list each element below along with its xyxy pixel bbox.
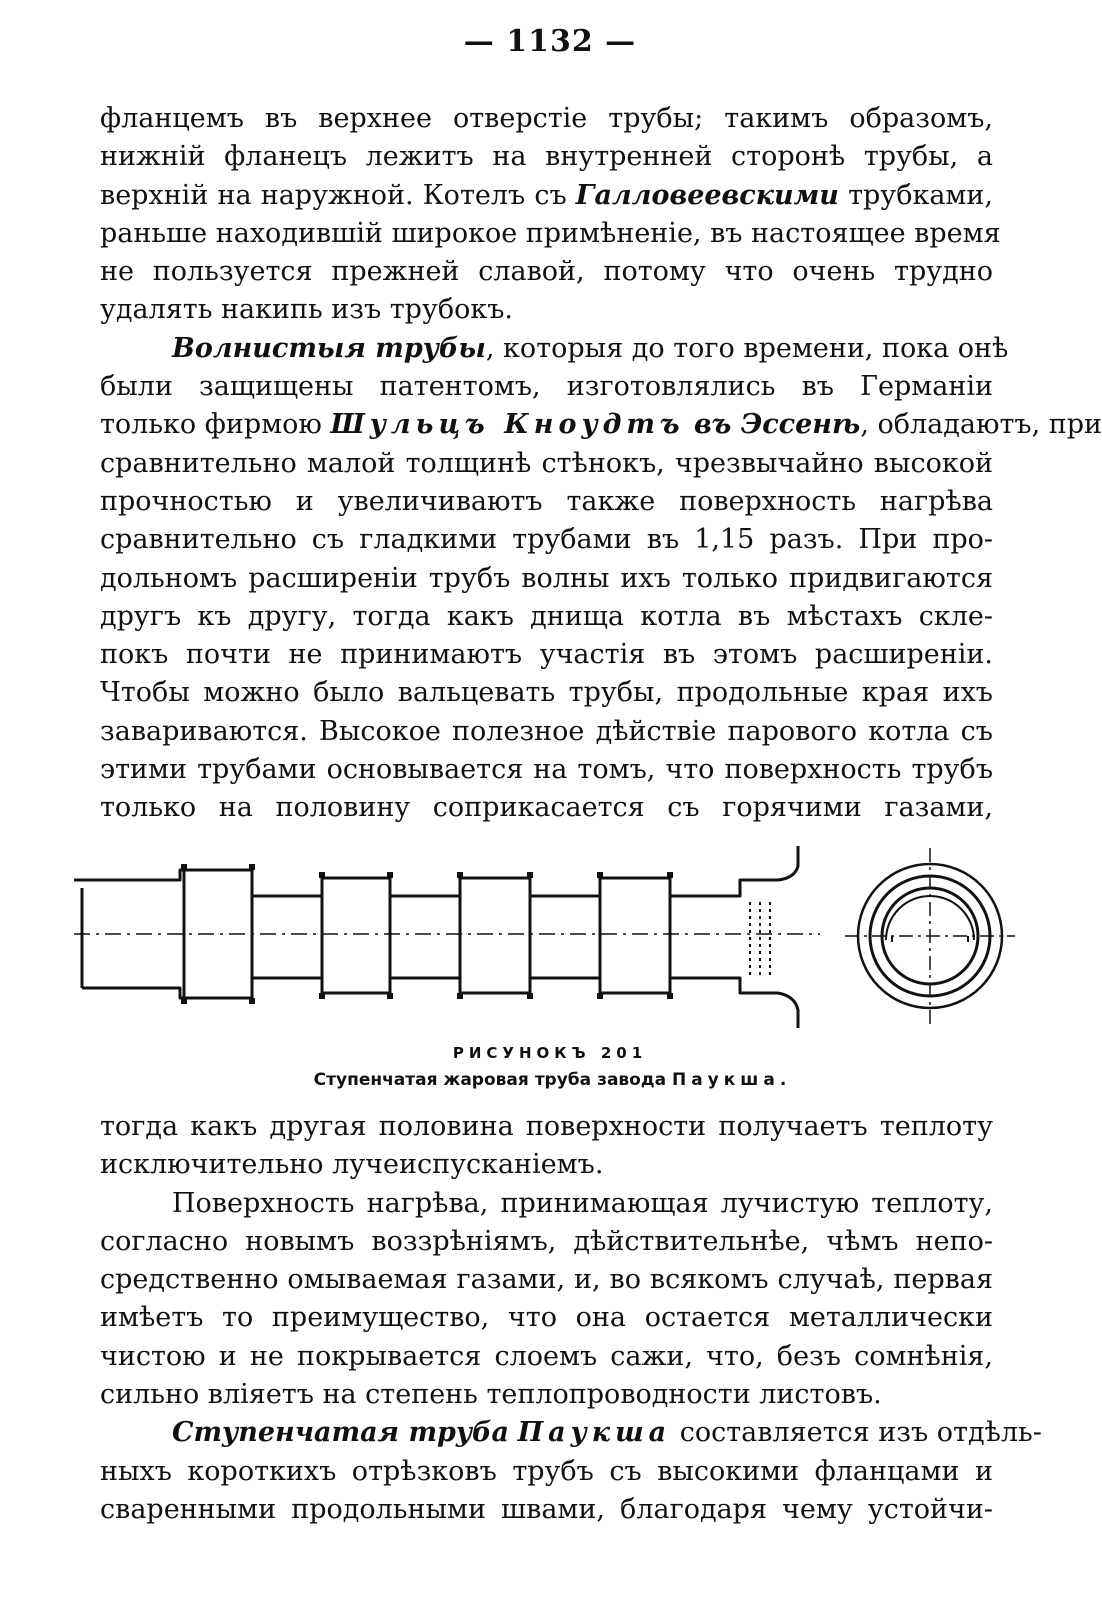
text-line: сравнительно малой толщинѣ стѣнокъ, чрезвычайно высокой xyxy=(100,447,993,479)
firm-name: Шульцъ Кноудтъ xyxy=(330,409,685,441)
text-line: средственно омываемая газами, и, во всякомъ случаѣ, первая xyxy=(100,1264,993,1296)
italic-name-pauksh: Паукша xyxy=(517,1417,672,1449)
text-line: Чтобы можно было вальцевать трубы, продольные края ихъ xyxy=(100,677,993,709)
text-line: фланцемъ въ верхнее отверстіе трубы; такимъ образомъ, xyxy=(100,103,993,134)
text-line: согласно новымъ воззрѣніямъ, дѣйствительнѣе, чѣмъ непо- xyxy=(100,1225,993,1257)
pipe-cross-section xyxy=(845,848,1015,1024)
italic-term-gallowey: Галловеевскими xyxy=(575,179,839,211)
text-block-lower xyxy=(100,1108,1042,1529)
pipe-drawing xyxy=(60,838,1040,1038)
text-line: тогда какъ другая половина поверхности получаетъ теплоту xyxy=(100,1111,993,1142)
text-line: покъ почти не принимаютъ участія въ этомъ расширеніи. xyxy=(100,639,993,671)
pipe-hidden-lines xyxy=(750,902,770,978)
text-span: составляется изъ отдѣль- xyxy=(671,1417,1042,1449)
pipe-side-view xyxy=(74,846,798,1028)
caption-text: Ступенчатая жаровая труба завода xyxy=(313,1070,672,1090)
text-line: другъ къ другу, тогда какъ днища котла въ мѣстахъ скле- xyxy=(100,600,993,632)
caption-end: . xyxy=(779,1070,787,1090)
italic-term-stepped-pipe: Ступенчатая труба xyxy=(172,1417,510,1449)
text-line: чистою и не покрывается слоемъ сажи, что, безъ сомнѣнія, xyxy=(100,1340,993,1372)
text-span: только фирмою xyxy=(100,409,331,441)
text-line: исключительно лучеиспусканіемъ. xyxy=(100,1149,604,1181)
text-line: только на половину соприкасается съ горячими газами, xyxy=(100,792,993,824)
italic-term-corrugated: Волнистыя трубы xyxy=(172,332,486,364)
text-line: имѣетъ то преимущество, что она остается металлически xyxy=(100,1302,993,1334)
figure-label: РИСУНОКЪ 201 xyxy=(452,1044,648,1062)
text-line: нижній фланецъ лежитъ на внутренней сторонѣ трубы, а xyxy=(100,141,993,173)
text-span: трубками, xyxy=(838,179,994,211)
text-line: сравнительно съ гладкими трубами въ 1,15 разъ. При про- xyxy=(100,524,993,556)
text-span: , которыя до того времени, пока онѣ xyxy=(485,332,1009,364)
text-line: раньше находившій широкое примѣненіе, въ настоящее время xyxy=(100,217,1001,249)
text-line xyxy=(100,1414,1042,1452)
text-line: не пользуется прежней славой, потому что очень трудно xyxy=(100,256,993,288)
text-line: сваренными продольными швами, благодаря чему устойчи- xyxy=(100,1493,993,1525)
text-line: сильно вліяетъ на степень теплопроводности листовъ. xyxy=(100,1379,882,1411)
text-line: удалять накипь изъ трубокъ. xyxy=(100,294,513,326)
text-line: завариваются. Высокое полезное дѣйствіе паровогo котла съ xyxy=(100,715,993,747)
text-line xyxy=(100,406,1102,444)
page-number: — 1132 — xyxy=(463,24,637,59)
text-span: верхній на наружной. Котелъ съ xyxy=(100,179,576,211)
text-line: этими трубами основывается на томъ, что поверхность трубъ xyxy=(100,754,993,786)
figure-caption xyxy=(0,1070,1100,1090)
caption-name: Паукша xyxy=(671,1070,780,1090)
text-line xyxy=(100,177,993,215)
firm-place: въ Эссенѣ xyxy=(684,409,861,441)
text-line xyxy=(100,330,1009,368)
text-line: Поверхность нагрѣва, принимающая лучистую теплоту, xyxy=(172,1187,993,1219)
text-span: , обладаютъ, при xyxy=(860,409,1102,441)
text-line: ныхъ короткихъ отрѣзковъ трубъ съ высокими фланцами и xyxy=(100,1455,993,1487)
text-line: дольномъ расширеніи трубъ волны ихъ только придвигаются xyxy=(100,562,993,594)
text-line: были защищены патентомъ, изготовлялись въ Германіи xyxy=(100,371,993,403)
text-block-upper xyxy=(100,100,1102,828)
text-line: прочностью и увеличиваютъ также поверхность нагрѣва xyxy=(100,485,993,517)
